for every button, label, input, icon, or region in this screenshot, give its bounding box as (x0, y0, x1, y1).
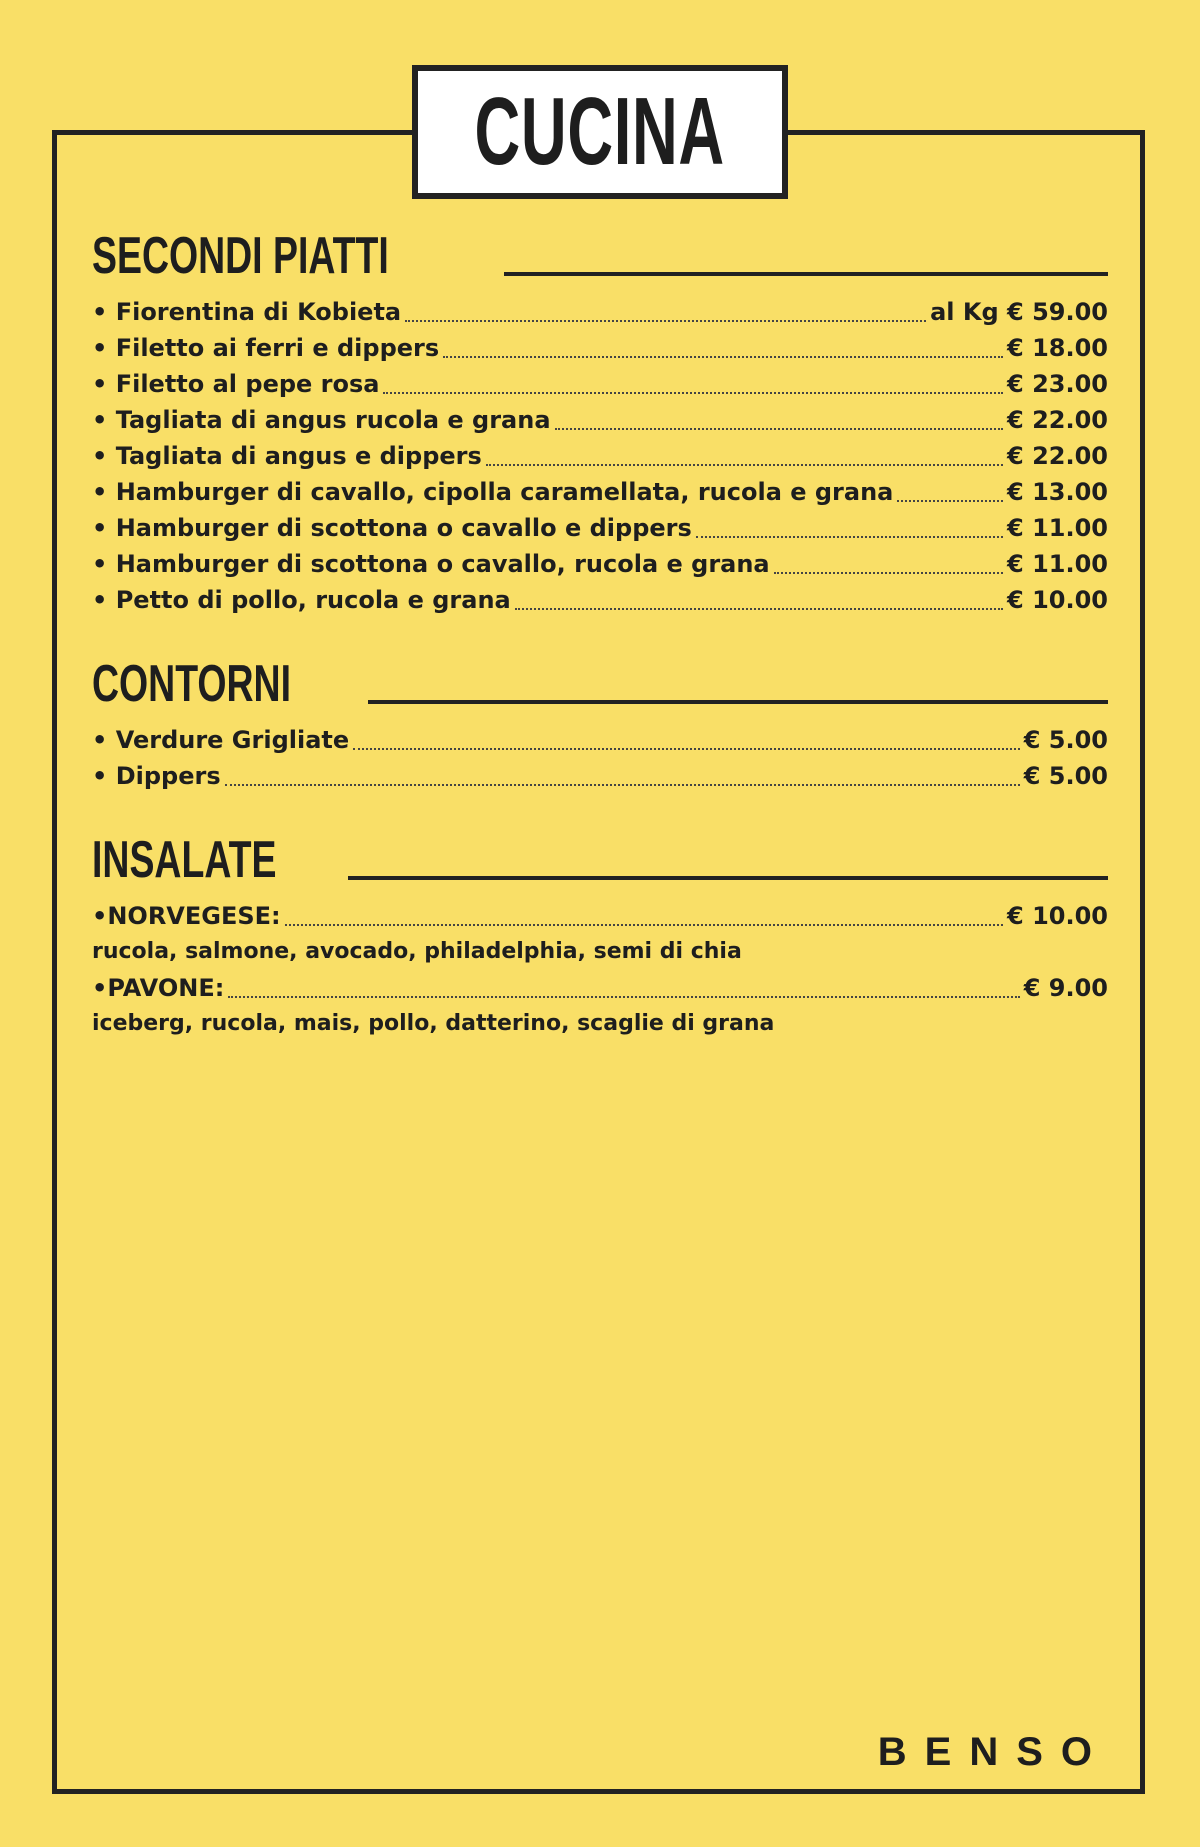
dot-leader (515, 608, 1003, 610)
dot-leader (486, 464, 1003, 466)
menu-item (92, 330, 1108, 366)
menu-item (92, 582, 1108, 618)
section-title: SECONDI PIATTI (92, 227, 389, 285)
item-name: • Tagliata di angus rucola e grana (92, 406, 551, 434)
item-price: € 23.00 (1007, 370, 1108, 398)
brand-logo: BENSO (877, 1730, 1110, 1774)
item-price: € 13.00 (1007, 478, 1108, 506)
item-name: • Filetto ai ferri e dippers (92, 334, 440, 362)
section-rule (348, 876, 1108, 880)
item-price: € 5.00 (1023, 726, 1108, 754)
item-name: • Verdure Grigliate (92, 726, 350, 754)
section-insalate (92, 826, 1108, 1042)
section-secondi-piatti (92, 222, 1108, 618)
menu-title: CUCINA (474, 78, 726, 185)
salad-item (92, 970, 1108, 1006)
item-name: • Petto di pollo, rucola e grana (92, 586, 511, 614)
dot-leader (383, 392, 1003, 394)
item-name: • Fiorentina di Kobieta (92, 298, 402, 326)
item-price: € 10.00 (1007, 586, 1108, 614)
menu-item (92, 510, 1108, 546)
item-price: € 11.00 (1007, 514, 1108, 542)
menu-item (92, 758, 1108, 794)
item-name: • Hamburger di scottona o cavallo, rucola e grana (92, 550, 770, 578)
item-price: € 5.00 (1023, 762, 1108, 790)
dot-leader (696, 536, 1003, 538)
section-rule (504, 272, 1108, 276)
item-name: • Tagliata di angus e dippers (92, 442, 482, 470)
salad-description: rucola, salmone, avocado, philadelphia, semi di chia (92, 939, 742, 964)
section-contorni (92, 650, 1108, 794)
menu-item (92, 474, 1108, 510)
item-price: € 11.00 (1007, 550, 1108, 578)
salad-item (92, 898, 1108, 934)
salad-description: iceberg, rucola, mais, pollo, datterino, scaglie di grana (92, 1011, 775, 1036)
menu-item (92, 438, 1108, 474)
menu-item (92, 546, 1108, 582)
menu-item (92, 722, 1108, 758)
menu-item (92, 366, 1108, 402)
item-price: € 22.00 (1007, 406, 1108, 434)
item-name: • Hamburger di cavallo, cipolla caramellata, rucola e grana (92, 478, 894, 506)
dot-leader (228, 996, 1019, 998)
item-name: •PAVONE: (92, 974, 225, 1002)
item-name: • Filetto al pepe rosa (92, 370, 380, 398)
menu-content (92, 222, 1108, 1074)
menu-item (92, 402, 1108, 438)
item-name: • Dippers (92, 762, 221, 790)
section-header (92, 222, 1108, 285)
item-price: € 10.00 (1007, 902, 1108, 930)
dot-leader (285, 924, 1003, 926)
dot-leader (405, 320, 926, 322)
item-name: • Hamburger di scottona o cavallo e dippers (92, 514, 692, 542)
item-price: al Kg € 59.00 (930, 298, 1108, 326)
section-title: INSALATE (92, 831, 277, 889)
title-box (412, 65, 788, 199)
section-rule (368, 700, 1108, 704)
dot-leader (555, 428, 1004, 430)
section-header (92, 650, 1108, 713)
item-name: •NORVEGESE: (92, 902, 281, 930)
dot-leader (774, 572, 1003, 574)
item-price: € 22.00 (1007, 442, 1108, 470)
item-price: € 9.00 (1023, 974, 1108, 1002)
section-title: CONTORNI (92, 655, 292, 713)
dot-leader (225, 784, 1020, 786)
item-price: € 18.00 (1007, 334, 1108, 362)
dot-leader (353, 748, 1020, 750)
section-header (92, 826, 1108, 889)
dot-leader (443, 356, 1003, 358)
dot-leader (897, 500, 1003, 502)
menu-item (92, 294, 1108, 330)
